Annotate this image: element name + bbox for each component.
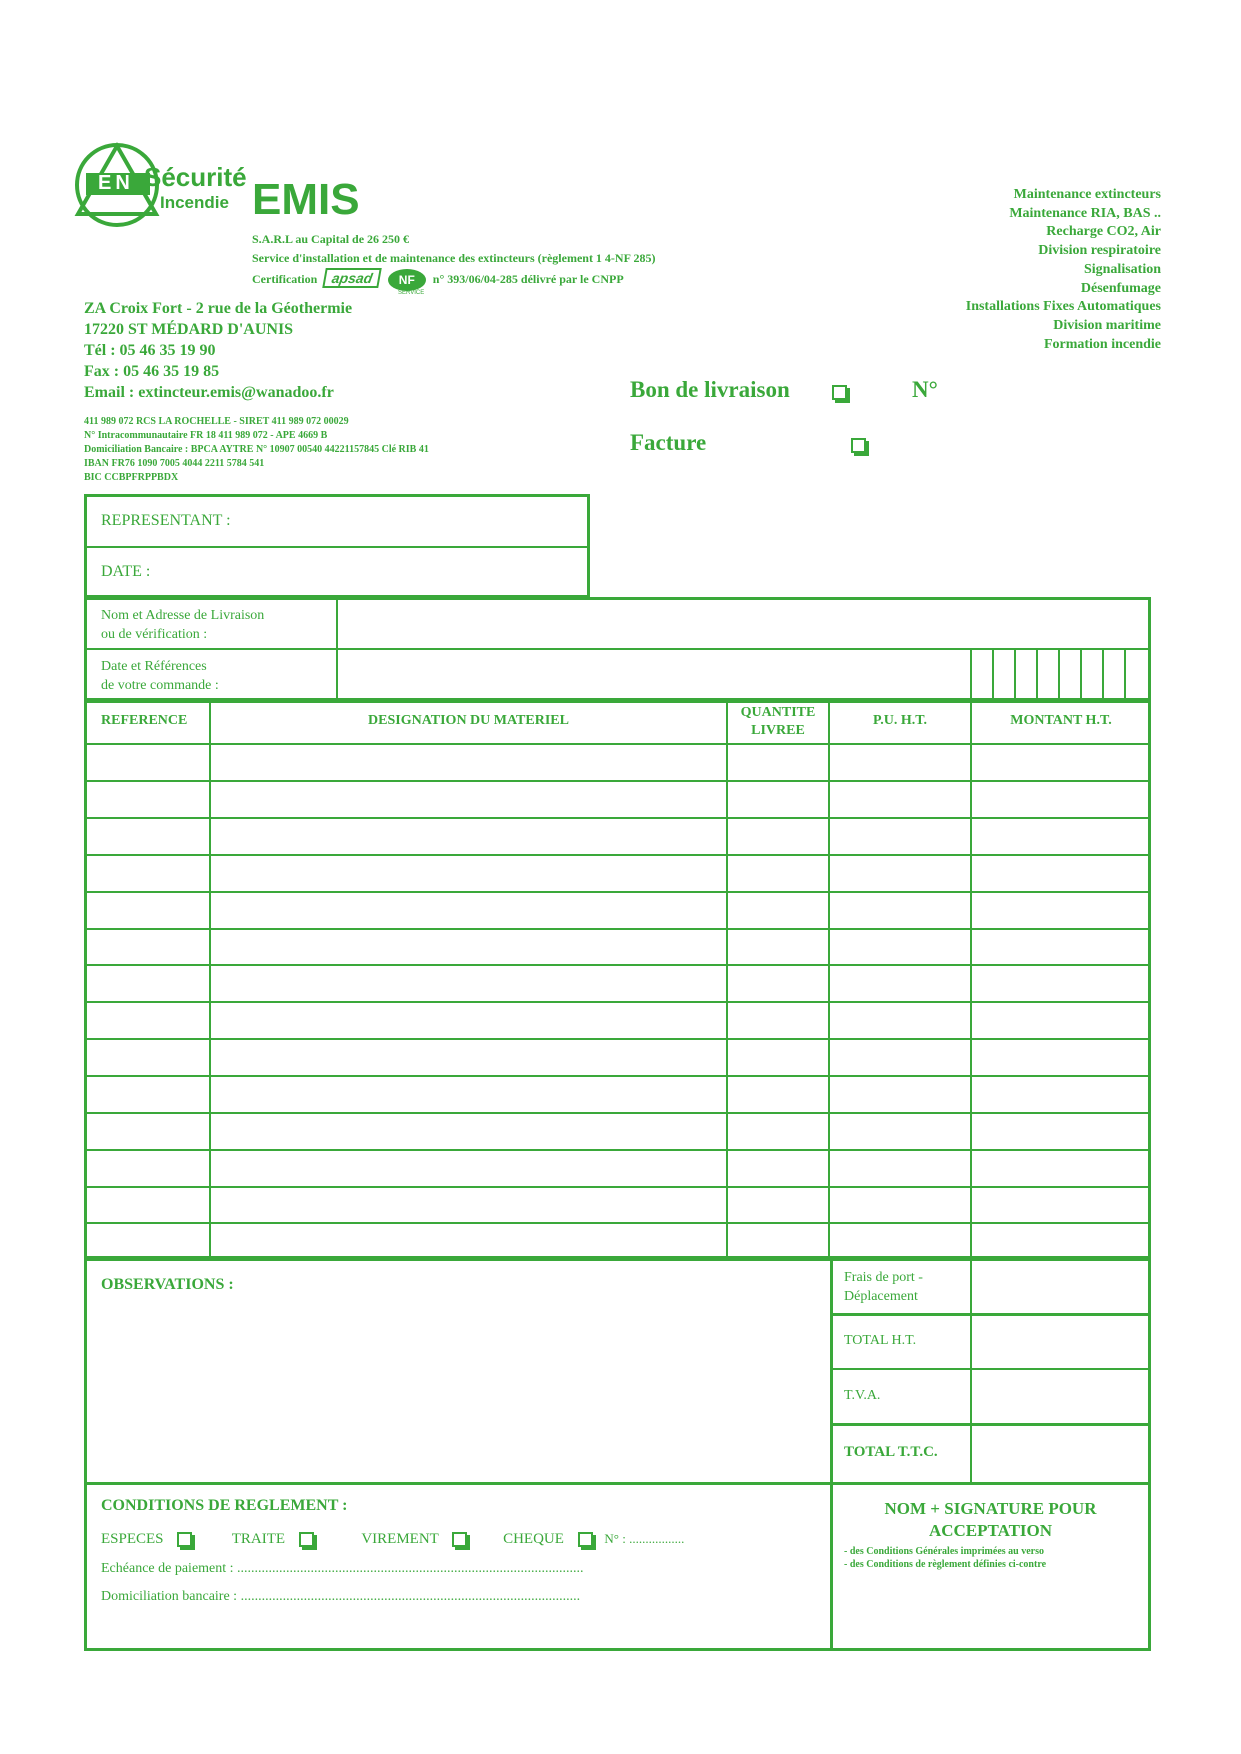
shipping-label-line-2: Déplacement (844, 1289, 918, 1304)
company-email[interactable]: Email : extincteur.emis@wanadoo.fr (84, 384, 334, 401)
order-reference-label-line-2: de votre commande : (101, 678, 219, 693)
table-row-line (84, 928, 1151, 930)
nf-badge-subtext: SERVICE (398, 290, 425, 296)
column-header-designation: DESIGNATION DU MATERIEL (368, 713, 569, 728)
service-item: Division respiratoire (1038, 243, 1161, 259)
table-row-line (84, 1038, 1151, 1040)
service-item: Formation incendie (1043, 336, 1161, 352)
signature-note: - des Conditions de règlement définies ci-contre (844, 1559, 1047, 1570)
company-phone: Tél : 05 46 35 19 90 (84, 342, 216, 359)
shipping-label-line-1: Frais de port - (844, 1270, 923, 1285)
total-ttc-value[interactable] (975, 1428, 1147, 1482)
divider (828, 700, 830, 1259)
services-list (966, 186, 1161, 354)
company-address (84, 298, 352, 403)
logo-text-top: Sécurité (144, 162, 247, 192)
divider (830, 1313, 1151, 1316)
divider (1080, 648, 1082, 701)
address-line-1: ZA Croix Fort - 2 rue de la Géothermie (84, 300, 353, 317)
company-service: Service d'installation et de maintenance des extincteurs (règlement 1 4-NF 285) (252, 251, 656, 265)
virement-checkbox[interactable] (452, 1532, 467, 1547)
company-legal: S.A.R.L au Capital de 26 250 € (252, 232, 410, 246)
divider (84, 546, 590, 548)
column-header-quantity-line-2: LIVREE (751, 723, 805, 738)
divider (1058, 648, 1060, 701)
date-field[interactable]: DATE : (101, 563, 151, 580)
divider (830, 1423, 1151, 1426)
divider (84, 648, 1151, 650)
legal-line: Domiciliation Bancaire : BPCA AYTRE N° 10907 00540 44221157845 Clé RIB 41 (84, 444, 429, 455)
divider (84, 743, 1151, 745)
service-item: Maintenance extincteurs (1013, 187, 1161, 202)
delivery-address-label-line-1: Nom et Adresse de Livraison (101, 608, 265, 623)
legal-line: N° Intracommunautaire FR 18 411 989 072 - APE 4669 B (84, 430, 328, 441)
shipping-value[interactable] (975, 1262, 1147, 1312)
nf-badge-label: NF (398, 273, 415, 288)
company-legal-lines (84, 415, 429, 485)
order-reference-input[interactable] (340, 651, 967, 699)
certification-row (252, 268, 624, 291)
especes-label: ESPECES (101, 1531, 164, 1547)
document-number-label: N° (912, 377, 938, 402)
traite-label: TRAITE (231, 1531, 286, 1547)
divider (726, 700, 728, 1259)
divider (1102, 648, 1104, 701)
representative-field[interactable]: REPRESENTANT : (101, 512, 231, 529)
table-row-line (84, 854, 1151, 856)
table-row-line (84, 1001, 1151, 1003)
cheque-checkbox[interactable] (578, 1532, 593, 1547)
tva-label: T.V.A. (844, 1388, 881, 1403)
total-ttc-label: TOTAL T.T.C. (844, 1444, 938, 1460)
cheque-number[interactable]: N° : ................. (604, 1531, 685, 1546)
signature-title (833, 1498, 1148, 1542)
shipping-label (844, 1268, 923, 1306)
signature-note: - des Conditions Générales imprimées au verso (844, 1546, 1044, 1557)
table-row-line (84, 817, 1151, 819)
total-ht-label: TOTAL H.T. (844, 1333, 917, 1348)
bank-domiciliation[interactable]: Domiciliation bancaire : ................................................................................................. (101, 1589, 581, 1604)
delivery-address-input[interactable] (340, 600, 1147, 646)
table-row-line (84, 780, 1151, 782)
legal-line: IBAN FR76 1090 7005 4044 2211 5784 541 (84, 458, 265, 469)
delivery-note-checkbox[interactable] (832, 385, 847, 400)
table-row-line (84, 1149, 1151, 1151)
total-ht-value[interactable] (975, 1318, 1147, 1366)
service-item: Désenfumage (1080, 280, 1161, 296)
divider (830, 1368, 1151, 1370)
order-reference-label-line-1: Date et Références (101, 659, 207, 674)
apsad-badge: apsad (323, 268, 383, 288)
invoice-checkbox[interactable] (851, 438, 866, 453)
divider (1014, 648, 1016, 701)
logo-badge: EN (98, 172, 134, 194)
company-name: EMIS (252, 175, 360, 224)
cheque-label: CHEQUE (503, 1531, 564, 1547)
divider (970, 700, 972, 1259)
divider (970, 648, 972, 701)
company-logo (72, 140, 247, 230)
column-header-amount: MONTANT H.T. (1010, 713, 1112, 728)
virement-label: VIREMENT (361, 1531, 439, 1547)
delivery-address-label-line-2: ou de vérification : (101, 627, 208, 642)
service-item: Recharge CO2, Air (1046, 224, 1161, 240)
observations-label: OBSERVATIONS : (101, 1276, 234, 1293)
divider (1036, 648, 1038, 701)
company-fax: Fax : 05 46 35 19 85 (84, 363, 220, 380)
certification-number: n° 393/06/04-285 délivré par le CNPP (432, 272, 624, 286)
payment-methods-row (101, 1531, 684, 1548)
divider (1124, 648, 1126, 701)
legal-line: BIC CCBPFRPPBDX (84, 472, 179, 483)
payment-conditions-title: CONDITIONS DE REGLEMENT : (101, 1497, 348, 1514)
delivery-note-label: Bon de livraison (630, 377, 790, 402)
order-reference-label (101, 657, 219, 695)
signature-title-line-2: ACCEPTATION (928, 1521, 1053, 1540)
logo-text-bottom: Incendie (160, 193, 229, 212)
table-row-line (84, 1186, 1151, 1188)
divider (209, 700, 211, 1259)
service-item: Signalisation (1083, 261, 1161, 277)
items-table (84, 700, 1151, 1259)
delivery-address-label (101, 606, 264, 644)
divider (336, 597, 338, 701)
legal-line: 411 989 072 RCS LA ROCHELLE - SIRET 411 989 072 00029 (84, 416, 349, 427)
payment-due-date[interactable]: Echéance de paiement : ................................................................................................... (101, 1561, 584, 1576)
service-item: Maintenance RIA, BAS .. (1009, 205, 1161, 221)
nf-badge (388, 269, 426, 291)
column-header-quantity-line-1: QUANTITE (740, 705, 816, 720)
service-item: Installations Fixes Automatiques (965, 299, 1161, 315)
column-header-reference: REFERENCE (101, 713, 188, 728)
invoice-label: Facture (630, 430, 707, 455)
signature-title-line-1: NOM + SIGNATURE POUR (884, 1499, 1097, 1518)
column-header-quantity (728, 704, 828, 740)
table-row-line (84, 891, 1151, 893)
service-item: Division maritime (1053, 317, 1161, 333)
divider (970, 1258, 972, 1485)
table-row-line (84, 1222, 1151, 1224)
signature-notes (844, 1545, 1046, 1571)
table-row-line (84, 964, 1151, 966)
tva-value[interactable] (975, 1372, 1147, 1422)
table-row-line (84, 1112, 1151, 1114)
certification-label: Certification (252, 272, 318, 286)
column-header-unit-price: P.U. H.T. (872, 713, 928, 728)
table-row-line (84, 1075, 1151, 1077)
divider (992, 648, 994, 701)
especes-checkbox[interactable] (177, 1532, 192, 1547)
address-line-2: 17220 ST MÉDARD D'AUNIS (84, 321, 294, 338)
traite-checkbox[interactable] (299, 1532, 314, 1547)
